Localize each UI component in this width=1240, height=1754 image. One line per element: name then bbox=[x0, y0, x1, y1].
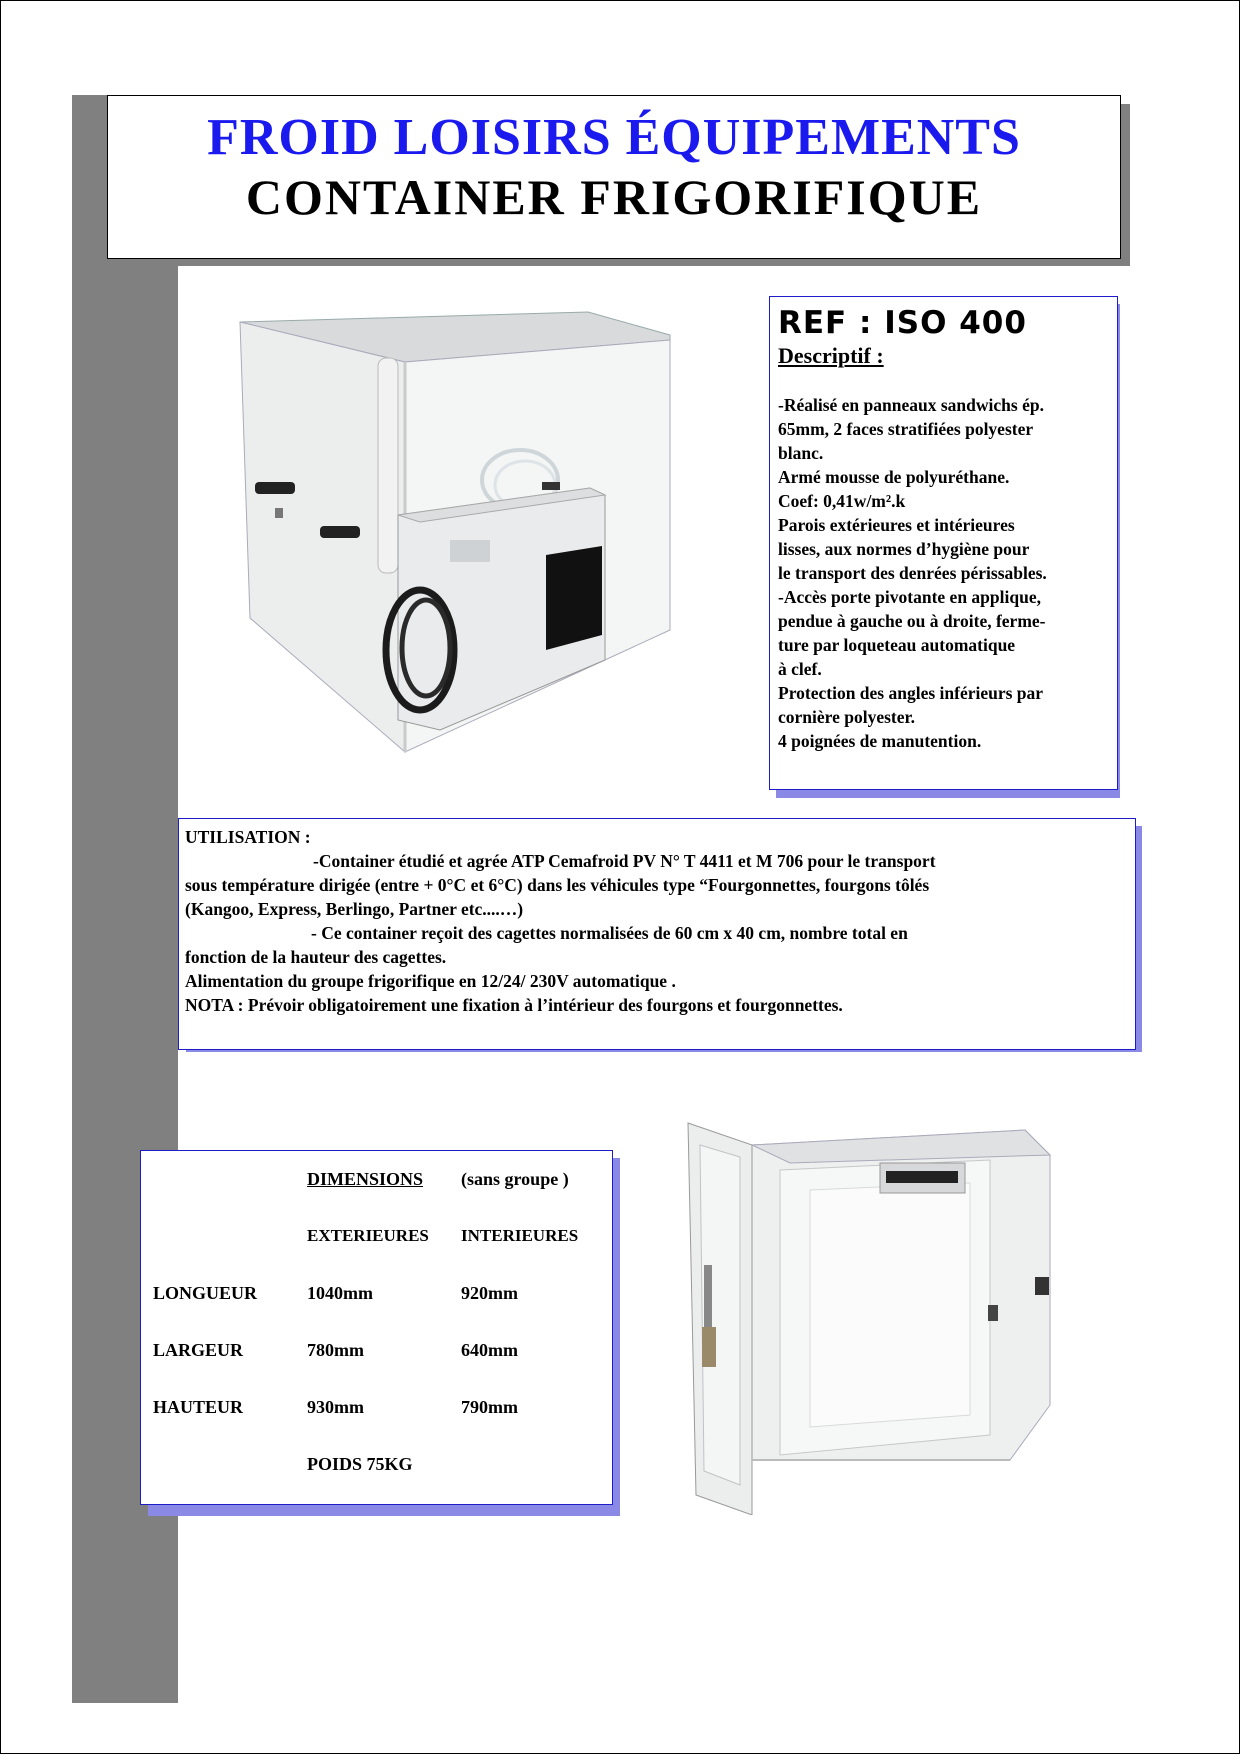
desc-line: lisses, aux normes d’hygiène pour bbox=[778, 539, 1030, 559]
desc-line: Protection des angles inférieurs par bbox=[778, 683, 1044, 703]
ref-title: REF : ISO 400 bbox=[778, 305, 1027, 341]
row-int: 640mm bbox=[461, 1340, 518, 1360]
col-exterieures: EXTERIEURES bbox=[307, 1226, 429, 1245]
open-container-photo bbox=[680, 1115, 1060, 1515]
utilisation-line: (Kangoo, Express, Berlingo, Partner etc....…) bbox=[185, 899, 524, 919]
row-int: 920mm bbox=[461, 1283, 518, 1303]
utilisation-line bbox=[185, 921, 1145, 945]
utilisation-line: Alimentation du groupe frigorifique en 12/24/ 230V automatique . bbox=[185, 971, 676, 991]
desc-line: cornière polyester. bbox=[778, 707, 916, 727]
row-ext: 780mm bbox=[307, 1340, 364, 1360]
desc-line: ture par loqueteau automatique bbox=[778, 635, 1016, 655]
row-label: LONGUEUR bbox=[153, 1283, 258, 1303]
brand-title: FROID LOISIRS ÉQUIPEMENTS bbox=[207, 109, 1021, 166]
utilisation-line: fonction de la hauteur des cagettes. bbox=[185, 947, 447, 967]
utilisation-line: NOTA : Prévoir obligatoirement une fixation à l’intérieur des fourgons et fourgonnettes. bbox=[185, 995, 843, 1015]
row-label: HAUTEUR bbox=[153, 1397, 244, 1417]
desc-line: -Accès porte pivotante en applique, bbox=[778, 587, 1041, 607]
desc-line: 65mm, 2 faces stratifiées polyester bbox=[778, 419, 1034, 439]
utilisation-line: sous température dirigée (entre + 0°C et 6°C) dans les véhicules type “Fourgonnettes, fourgons tôlés bbox=[185, 875, 930, 895]
utilisation-line bbox=[185, 849, 1145, 873]
weight: POIDS 75KG bbox=[307, 1454, 413, 1474]
col-interieures: INTERIEURES bbox=[461, 1226, 579, 1245]
desc-line: blanc. bbox=[778, 443, 824, 463]
desc-line: pendue à gauche ou à droite, ferme- bbox=[778, 611, 1046, 631]
row-int: 790mm bbox=[461, 1397, 518, 1417]
utilisation-heading: UTILISATION : bbox=[185, 827, 311, 847]
descriptif-heading: Descriptif : bbox=[778, 343, 884, 368]
utilisation-text: -Container étudié et agrée ATP Cemafroid PV N° T 4411 et M 706 pour le transport bbox=[313, 851, 936, 871]
desc-line: le transport des denrées périssables. bbox=[778, 563, 1047, 583]
desc-line: Parois extérieures et intérieures bbox=[778, 515, 1015, 535]
row-ext: 930mm bbox=[307, 1397, 364, 1417]
row-label: LARGEUR bbox=[153, 1340, 244, 1360]
dimensions-panel bbox=[140, 1150, 613, 1505]
desc-line: Armé mousse de polyuréthane. bbox=[778, 467, 1010, 487]
header-box bbox=[107, 95, 1121, 259]
dimensions-heading: DIMENSIONS bbox=[307, 1169, 424, 1189]
desc-line: -Réalisé en panneaux sandwichs ép. bbox=[778, 395, 1044, 415]
utilisation-body bbox=[185, 825, 1145, 1017]
utilisation-panel bbox=[178, 818, 1136, 1050]
desc-line: à clef. bbox=[778, 659, 822, 679]
desc-line: Coef: 0,41w/m².k bbox=[778, 491, 906, 511]
ref-panel bbox=[769, 296, 1118, 790]
dimensions-note: (sans groupe ) bbox=[461, 1169, 569, 1189]
container-photo bbox=[230, 300, 690, 760]
descriptif-body bbox=[778, 393, 1118, 753]
row-ext: 1040mm bbox=[307, 1283, 373, 1303]
desc-line: 4 poignées de manutention. bbox=[778, 731, 982, 751]
utilisation-text: - Ce container reçoit des cagettes normalisées de 60 cm x 40 cm, nombre total en bbox=[311, 923, 908, 943]
product-subtitle: CONTAINER FRIGORIFIQUE bbox=[245, 169, 983, 225]
